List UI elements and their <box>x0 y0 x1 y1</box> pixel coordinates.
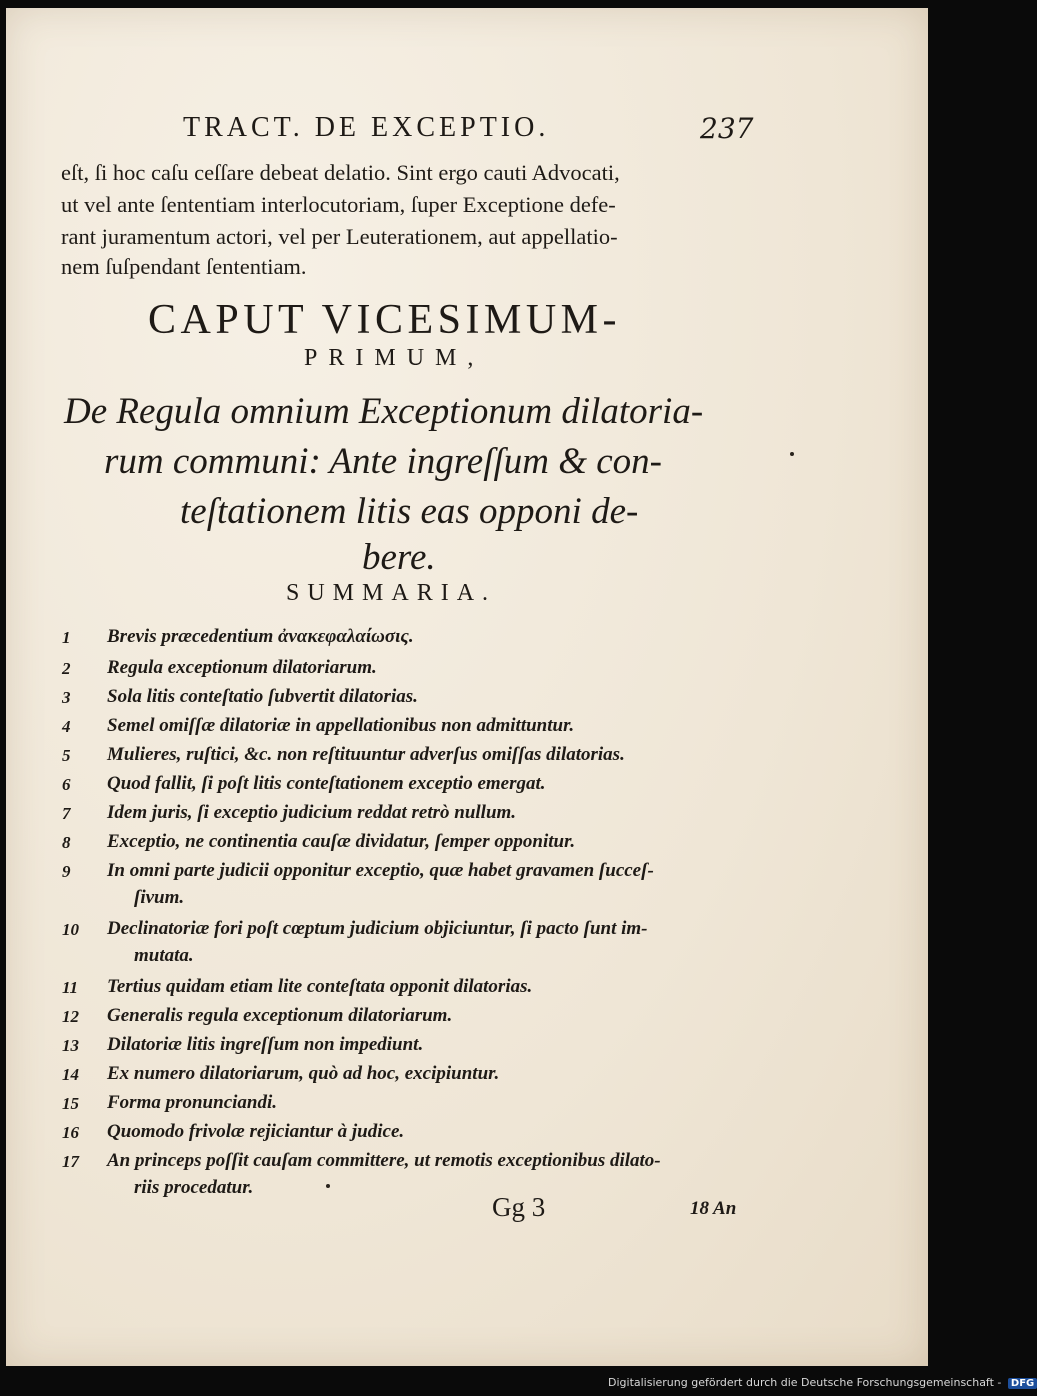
summary-entry: Dilatoriæ litis ingreſſum non impediunt. <box>107 1034 424 1055</box>
summary-number: 17 <box>62 1152 79 1171</box>
summary-entry: Generalis regula exceptionum dilatoriarum. <box>107 1005 453 1026</box>
summary-entry: Regula exceptionum dilatoriarum. <box>107 657 377 678</box>
chapter-subtitle-line: teſtationem litis eas opponi de- <box>180 491 639 532</box>
summary-entry: Ex numero dilatoriarum, quò ad hoc, excipiuntur. <box>107 1063 500 1084</box>
summary-entry: An princeps poſſit cauſam committere, ut remotis exceptionibus dilato- <box>107 1150 661 1171</box>
credit-text: Digitalisierung gefördert durch die Deutsche Forschungsgemeinschaft - <box>608 1376 1002 1389</box>
summaria-heading: SUMMARIA. <box>286 580 497 606</box>
summary-number: 16 <box>62 1123 79 1142</box>
summary-entry: Sola litis conteſtatio ſubvertit dilatorias. <box>107 686 418 707</box>
intro-line: ut vel ante ſententiam interlocutoriam, ſuper Exceptione defe- <box>61 192 616 217</box>
intro-line: eſt, ſi hoc caſu ceſſare debeat delatio. Sint ergo cauti Advocati, <box>61 160 620 185</box>
running-header: TRACT. DE EXCEPTIO. <box>183 112 550 143</box>
summary-number: 14 <box>62 1065 79 1084</box>
summary-number: 13 <box>62 1036 79 1055</box>
summary-entry: Tertius quidam etiam lite conteſtata opponit dilatorias. <box>107 976 533 997</box>
summary-number: 15 <box>62 1094 79 1113</box>
summary-number: 9 <box>62 862 71 881</box>
summary-entry: Quod fallit, ſi poſt litis conteſtationem exceptio emergat. <box>107 773 546 794</box>
summary-entry: Quomodo frivolæ rejiciantur à judice. <box>107 1121 405 1142</box>
summary-entry: Idem juris, ſi exceptio judicium reddat retrò nullum. <box>107 802 517 823</box>
chapter-title: CAPUT VICESIMUM- <box>148 297 622 343</box>
summary-entry: Brevis præcedentium ἀνακεφαλαίωσις. <box>107 626 414 647</box>
summary-number: 8 <box>62 833 71 852</box>
book-page <box>6 8 928 1366</box>
summary-number: 7 <box>62 804 71 823</box>
summary-entry: In omni parte judicii opponitur exceptio, quæ habet gravamen ſucceſ- <box>107 860 654 881</box>
summary-entry: Semel omiſſæ dilatoriæ in appellationibus non admittuntur. <box>107 715 575 736</box>
chapter-subtitle-line: bere. <box>362 537 436 578</box>
ink-speck <box>326 1184 330 1188</box>
summary-number: 3 <box>62 688 71 707</box>
summary-entry: Declinatoriæ fori poſt cœptum judicium objiciuntur, ſi pacto ſunt im- <box>107 918 648 939</box>
chapter-subtitle-line: rum communi: Ante ingreſſum & con- <box>104 441 662 482</box>
summary-entry-continuation: mutata. <box>134 945 194 966</box>
ink-speck <box>790 452 794 456</box>
summary-entry-continuation: ſivum. <box>134 887 185 908</box>
dfg-logo: DFG <box>1008 1378 1037 1389</box>
scan-margin <box>928 8 1000 1366</box>
summary-entry-continuation: riis procedatur. <box>134 1177 254 1198</box>
chapter-title-line2: PRIMUM, <box>304 345 485 371</box>
summary-number: 6 <box>62 775 71 794</box>
signature-mark: Gg 3 <box>492 1192 546 1222</box>
summary-number: 12 <box>62 1007 79 1026</box>
intro-line: rant juramentum actori, vel per Leuterationem, aut appellatio- <box>61 224 618 249</box>
summary-number: 10 <box>62 920 79 939</box>
summary-entry: Exceptio, ne continentia cauſæ dividatur, ſemper opponitur. <box>107 831 576 852</box>
summary-entry: Forma pronunciandi. <box>107 1092 277 1113</box>
catchword: 18 An <box>690 1198 737 1219</box>
intro-line: nem ſuſpendant ſententiam. <box>61 254 307 279</box>
summary-number: 1 <box>62 628 71 647</box>
summary-entry: Mulieres, ruſtici, &c. non reſtituuntur adverſus omiſſas dilatorias. <box>107 744 625 765</box>
summary-number: 11 <box>62 978 79 997</box>
summary-number: 4 <box>62 717 71 736</box>
digitization-credit <box>608 1376 1037 1389</box>
page-number: 237 <box>700 112 754 145</box>
chapter-subtitle-line: De Regula omnium Exceptionum dilatoria- <box>64 391 704 432</box>
summary-number: 5 <box>62 746 71 765</box>
summary-number: 2 <box>62 659 71 678</box>
